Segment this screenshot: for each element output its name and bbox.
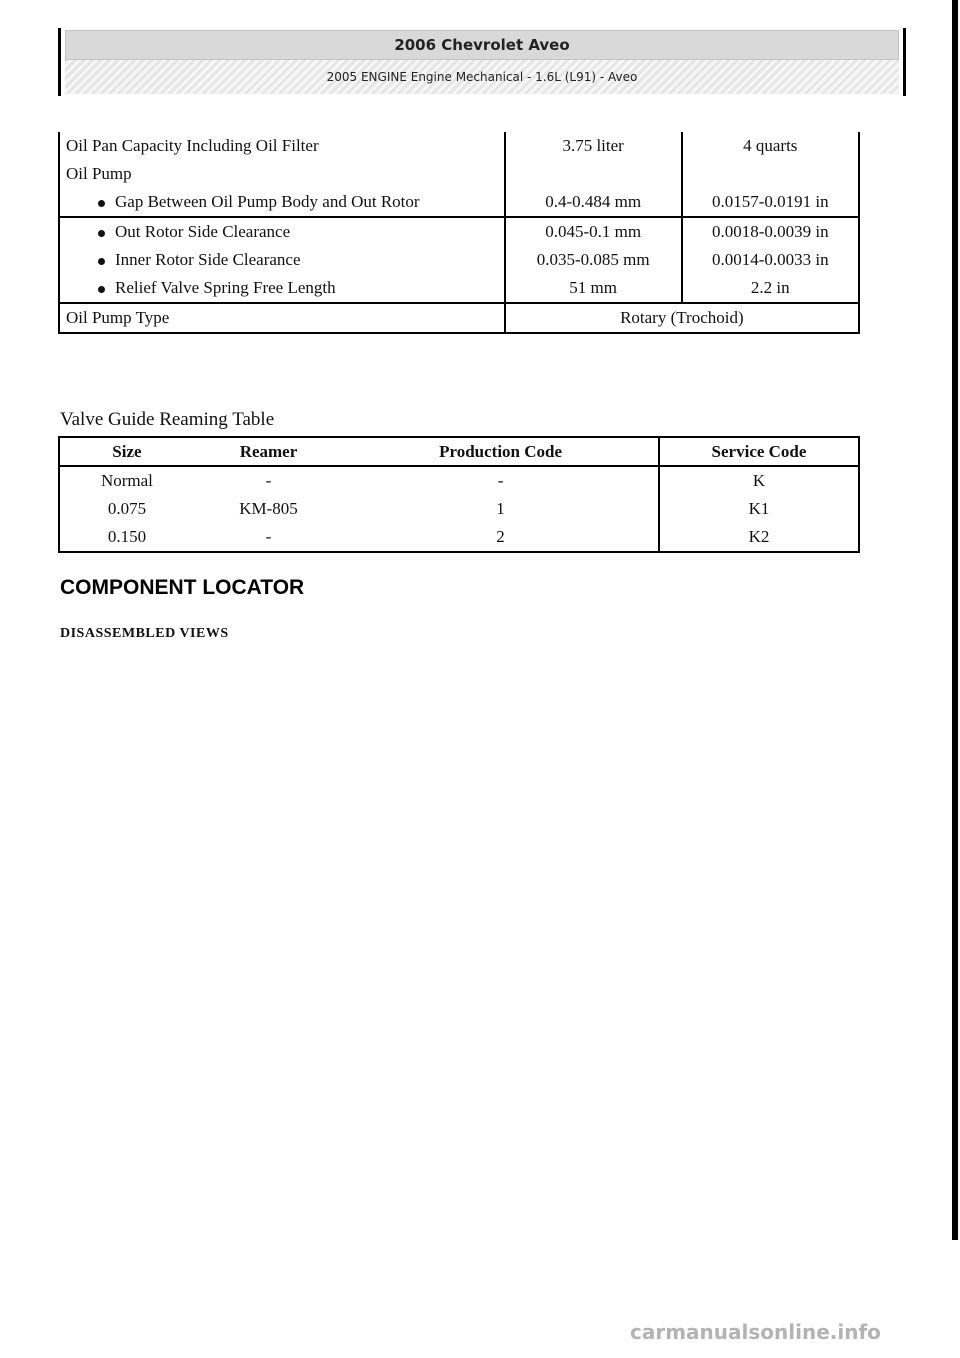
table-cell: KM-805	[239, 499, 298, 518]
spec-value: Rotary (Trochoid)	[505, 303, 859, 333]
valve-guide-table	[58, 436, 860, 553]
table-row	[59, 246, 859, 274]
table-row	[59, 188, 859, 217]
table-cell: Normal	[100, 471, 153, 490]
bullet-icon	[98, 286, 105, 293]
table-row	[59, 160, 859, 188]
spec-metric: 51 mm	[505, 274, 682, 303]
spec-english	[682, 160, 859, 188]
spec-metric	[505, 160, 682, 188]
column-header: Reamer	[194, 437, 343, 466]
oil-spec-table	[58, 132, 860, 334]
table-cell: -	[265, 471, 272, 490]
table-header-row	[59, 437, 859, 466]
table-row	[59, 466, 859, 495]
table-cell: -	[265, 527, 272, 546]
spec-label: Out Rotor Side Clearance	[115, 222, 291, 241]
section-subtitle: 2005 ENGINE Engine Mechanical - 1.6L (L91) - Aveo	[65, 60, 899, 94]
table-cell: K2	[659, 523, 859, 552]
bullet-item	[66, 250, 498, 270]
document-header	[58, 28, 906, 96]
column-header: Service Code	[659, 437, 859, 466]
watermark-text: carmanualsonline.info	[630, 1320, 881, 1344]
table-row	[59, 495, 859, 523]
table-cell: 0.150	[107, 527, 147, 546]
spec-metric: 0.035-0.085 mm	[505, 246, 682, 274]
table-cell: -	[497, 471, 504, 490]
component-locator-heading: COMPONENT LOCATOR	[60, 576, 305, 599]
bullet-item	[66, 192, 498, 212]
bullet-icon	[98, 258, 105, 265]
table-cell: 2	[496, 527, 505, 546]
vehicle-title: 2006 Chevrolet Aveo	[65, 30, 899, 60]
table-cell: 1	[496, 499, 505, 518]
spec-english: 0.0018-0.0039 in	[682, 217, 859, 246]
table-row	[59, 217, 859, 246]
bullet-icon	[98, 200, 105, 207]
table-row	[59, 274, 859, 303]
spec-label: Gap Between Oil Pump Body and Out Rotor	[115, 192, 420, 211]
spec-label: Oil Pan Capacity Including Oil Filter	[59, 132, 505, 160]
spec-label: Relief Valve Spring Free Length	[115, 278, 336, 297]
spec-metric: 0.4-0.484 mm	[505, 188, 682, 217]
spec-metric: 3.75 liter	[505, 132, 682, 160]
column-header: Production Code	[343, 437, 659, 466]
spec-label: Oil Pump	[59, 160, 505, 188]
page-edge-bar	[952, 0, 958, 1240]
valve-guide-table-title: Valve Guide Reaming Table	[60, 409, 275, 430]
spec-metric: 0.045-0.1 mm	[505, 217, 682, 246]
column-header: Size	[59, 437, 194, 466]
table-cell: K	[659, 466, 859, 495]
bullet-item	[66, 222, 498, 242]
table-cell: 0.075	[107, 499, 147, 518]
spec-label: Inner Rotor Side Clearance	[115, 250, 301, 269]
spec-english: 2.2 in	[682, 274, 859, 303]
table-row	[59, 132, 859, 160]
bullet-icon	[98, 230, 105, 237]
table-row	[59, 523, 859, 552]
bullet-item	[66, 278, 498, 298]
disassembled-views-subheading: DISASSEMBLED VIEWS	[60, 626, 229, 641]
spec-english: 4 quarts	[682, 132, 859, 160]
spec-label: Oil Pump Type	[59, 303, 505, 333]
spec-english: 0.0014-0.0033 in	[682, 246, 859, 274]
table-row	[59, 303, 859, 333]
table-cell: K1	[659, 495, 859, 523]
spec-english: 0.0157-0.0191 in	[682, 188, 859, 217]
